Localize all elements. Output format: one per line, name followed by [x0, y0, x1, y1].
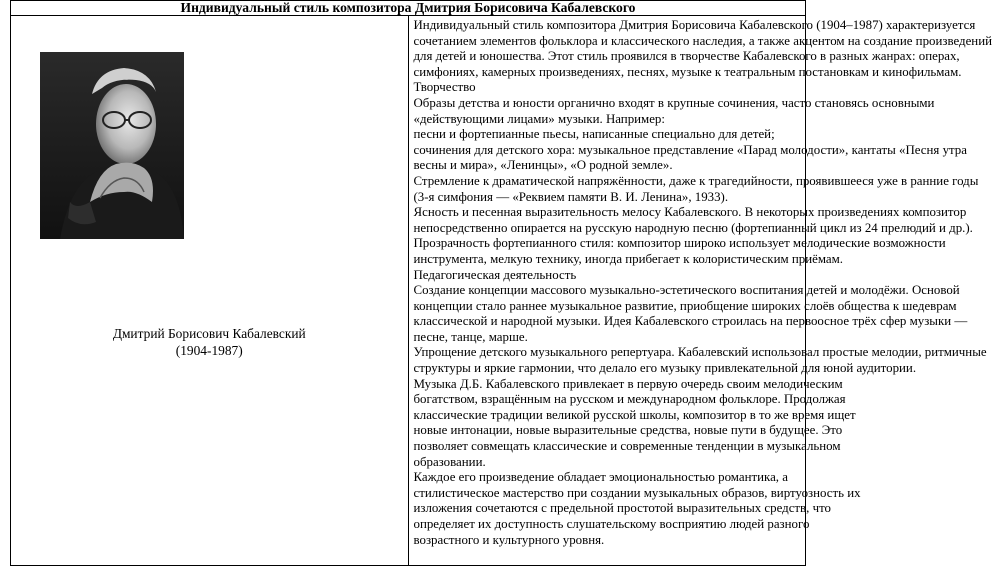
composer-years: (1904-1987) — [175, 343, 243, 358]
text-line: изложения сочетаются с предельной простотой выразительных средств, что — [413, 501, 831, 516]
composer-caption — [11, 325, 408, 359]
text-line: симфониях, камерных произведениях, песнях, музыке к театральным постановкам и кинофильмам. — [413, 64, 962, 79]
description-cell — [408, 16, 992, 566]
text-line: весны и мира», «Ленинцы», «О родной земле». — [413, 158, 673, 173]
text-line: концепции стало раннее музыкальное развитие, приобщение широких слоёв общества к шедеврам — [413, 298, 957, 313]
text-line: Ясность и песенная выразительность мелосу Кабалевского. В некоторых произведениях композитор — [413, 205, 967, 220]
text-line: Индивидуальный стиль композитора Дмитрия Борисовича Кабалевского (1904–1987) характеризуется — [413, 18, 976, 32]
table-title: Индивидуальный стиль композитора Дмитрия Борисовича Кабалевского — [11, 1, 806, 16]
text-line: Творчество — [413, 80, 476, 95]
info-table — [10, 0, 992, 566]
text-line: классические традиции великой русской школы, композитор в то же время ищет — [413, 407, 856, 422]
text-line: сочинения для детского хора: музыкальное представление «Парад молодости», кантаты «Песня утра — [413, 142, 967, 157]
description-text — [409, 16, 992, 548]
text-line: позволяет совмещать классические и современные тенденции в музыкальном — [413, 439, 841, 454]
text-line: богатством, взращённым на русском и международном фольклоре. Продолжая — [413, 392, 846, 407]
text-line: (3-я симфония — «Реквием памяти В. И. Ленина», 1933). — [413, 189, 729, 204]
text-line: Упрощение детского музыкального репертуара. Кабалевский использовал простые мелодии, ритмичные — [413, 345, 987, 360]
text-line: возрастного и культурного уровня. — [413, 532, 605, 547]
text-line: Музыка Д.Б. Кабалевского привлекает в первую очередь своим мелодическим — [413, 376, 843, 391]
composer-portrait — [40, 52, 184, 239]
text-line: Стремление к драматической напряжённости, даже к трагедийности, проявившееся уже в ранние годы — [413, 173, 979, 188]
portrait-cell — [11, 16, 409, 566]
text-line: песне, танце, марше. — [413, 329, 528, 344]
text-line: образовании. — [413, 454, 486, 469]
composer-name: Дмитрий Борисович Кабалевский — [112, 326, 306, 341]
text-line: новые интонации, новые выразительные средства, новые пути в будущее. Это — [413, 423, 843, 438]
text-line: Каждое его произведение обладает эмоциональностью романтика, а — [413, 470, 788, 485]
text-line: классической и народной музыки. Идея Кабалевского строилась на первоосное трёх сфер музыки — — [413, 314, 968, 329]
text-line: Прозрачность фортепианного стиля: композитор широко использует мелодические возможности — [413, 236, 946, 251]
text-line: для детей и юношества. Этот стиль проявился в творчестве Кабалевского в разных жанрах: операх, — [413, 49, 960, 64]
text-line: инструмента, мелкую технику, иногда прибегает к колористическим приёмам. — [413, 251, 843, 266]
text-line: определяет их доступность слушательскому восприятию людей разного — [413, 517, 810, 531]
text-line: непосредственно опирается на русскую народную песню (фортепианный цикл из 24 прелюдий и др.). — [413, 220, 973, 235]
text-line: Создание концепции массового музыкально-эстетического воспитания детей и молодёжи. Основой — [413, 283, 960, 298]
text-line: Педагогическая деятельность — [413, 267, 577, 282]
text-line: структуры и яркие гармонии, что делало его музыку привлекательной для юной аудитории. — [413, 361, 917, 376]
text-line: стилистическое мастерство при создании музыкальных образов, виртуозность их — [413, 485, 861, 500]
text-line: сочетанием элементов фольклора и классического наследия, а также акцентом на создание произведений — [413, 33, 992, 48]
text-line: Образы детства и юности органично входят в крупные сочинения, часто становясь основными — [413, 95, 935, 110]
text-line: песни и фортепианные пьесы, написанные специально для детей; — [413, 127, 775, 142]
text-line: «действующими лицами» музыки. Например: — [413, 111, 665, 126]
